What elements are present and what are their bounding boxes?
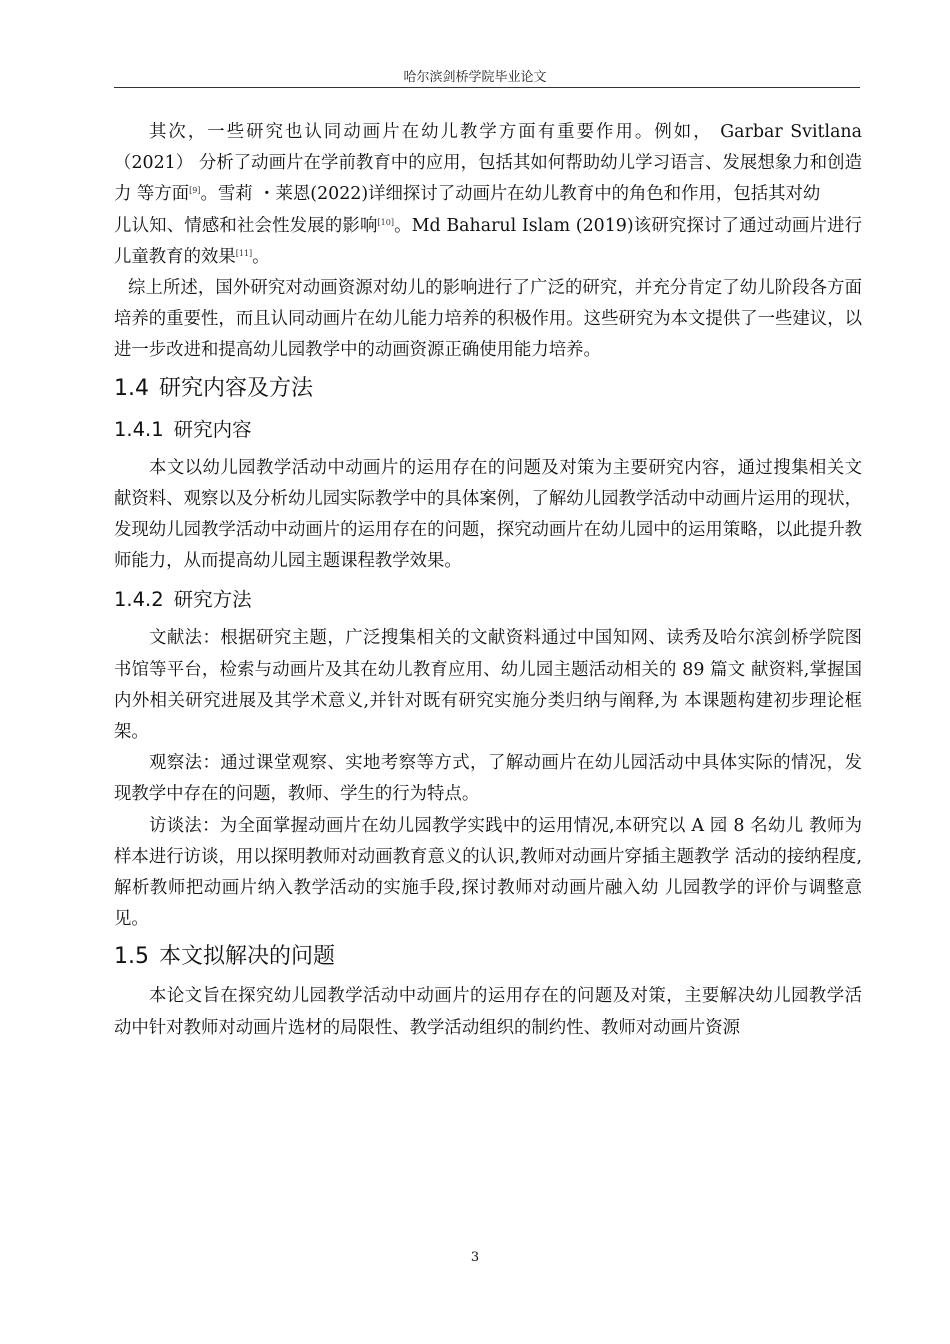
section-heading-1-4-2 [114,583,862,617]
section-title: 研究内容及方法 [159,375,314,401]
section-heading-1-4 [114,371,862,407]
paragraph-text: 。Md Baharul Islam (2019)该研究探讨了通过动画片进行儿童教育的效果 [114,215,863,267]
paragraph-literature-method: 文献法：根据研究主题，广泛搜集相关的文献资料通过中国知网、读秀及哈尔滨剑桥学院图书馆等平台，检索与动画片及其在幼儿教育应用、幼儿园主题活动相关的 89 篇文 献资料,掌握国内外相关研究进展及其学术意义,并针对既有研究实施分类归纳与阐释,为 本课题构建初步理论框架。 [114,628,862,743]
section-number: 1.4.1 [114,417,164,441]
citation-ref: [10] [377,217,394,227]
citation-ref: [11] [235,248,253,258]
section-number: 1.4 [114,375,149,401]
paragraph-summary: 综上所述，国外研究对动画资源对幼儿的影响进行了广泛的研究，并充分肯定了幼儿阶段各方面培养的重要性，而且认同动画片在幼儿能力培养的积极作用。这些研究为本文提供了一些建议，以进一步改进和提高幼儿园教学中的动画资源正确使用能力培养。 [114,278,862,361]
section-title: 研究方法 [173,588,252,612]
section-number: 1.4.2 [114,588,164,612]
paragraph-foreign-research [114,117,862,211]
citation-ref: [9] [189,186,201,196]
page-number: 3 [470,1250,480,1265]
section-title: 研究内容 [173,417,252,441]
paragraph-text: 。 [252,246,270,267]
paragraph-research-content: 本文以幼儿园教学活动中动画片的运用存在的问题及对策为主要研究内容，通过搜集相关文献资料、观察以及分析幼儿园实际教学中的具体案例，了解幼儿园教学活动中动画片运用的现状，发现幼儿园教学活动中动画片的运用存在的问题，探究动画片在幼儿园中的运用策略，以此提升教师能力，从而提高幼儿园主题课程教学效果。 [114,457,862,572]
body-text [114,117,862,1044]
paragraph-text: 。雪莉 ・莱恩(2022)详细探讨了动画片在幼儿教育中的角色和作用，包括其对幼 [200,184,821,205]
header-rule [114,87,860,88]
section-heading-1-4-1 [114,413,862,447]
running-header: 哈尔滨剑桥学院毕业论文 [403,70,547,85]
section-title: 本文拟解决的问题 [159,944,336,970]
paragraph-observation-method: 观察法：通过课堂观察、实地考察等方式，了解动画片在幼儿园活动中具体实际的情况，发现教学中存在的问题，教师、学生的行为特点。 [114,753,862,805]
paragraph-foreign-research-cont [114,211,862,273]
paragraph-interview-method: 访谈法：为全面掌握动画片在幼儿园教学实践中的运用情况,本研究以 A 园 8 名幼儿 教师为样本进行访谈，用以探明教师对动画教育意义的认识,教师对动画片穿插主题教学 活动的接纳程度,解析教师把动画片纳入教学活动的实施手段,探讨教师对动画片融入幼 儿园教学的评价与调整意见。 [114,815,862,930]
section-heading-1-5 [114,939,862,975]
paragraph-text: 其次，一些研究也认同动画片在幼儿教学方面有重要作用。例如， Garbar Svitlana （2021） 分析了动画片在学前教育中的应用，包括其如何帮助幼儿学习语言、发展想象力和创造力 等方面 [114,122,862,205]
section-number: 1.5 [114,944,149,970]
paragraph-text: 儿认知、情感和社会性发展的影响 [114,215,378,236]
paragraph-problems: 本论文旨在探究幼儿园教学活动中动画片的运用存在的问题及对策，主要解决幼儿园教学活动中针对教师对动画片选材的局限性、教学活动组织的制约性、教师对动画片资源 [114,986,862,1038]
